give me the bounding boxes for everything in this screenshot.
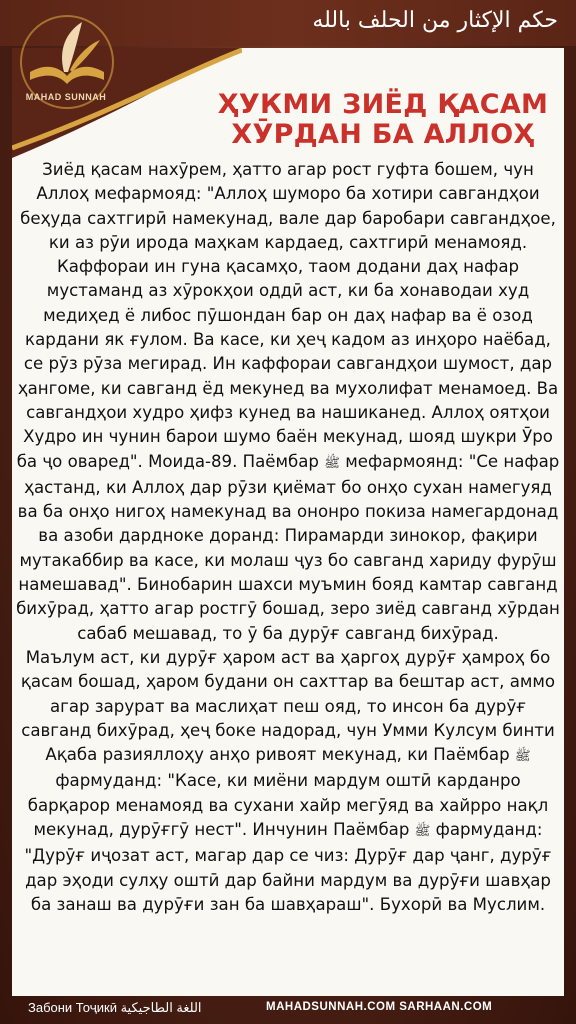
paragraph-2-part-c: фармуданд: "Дурӯғ иҷозат аст, магар дар се чиз: Дурӯғ дар ҷанг, дурӯғ дар эҳоди сулҳу оштӣ дар байни мардум ва дурӯғи шавҳар ба занаш ва дурӯғи зан ба шавҳараш". Бухорӣ ва Муслим. — [24, 820, 552, 914]
paragraph-1-part-b: мефармоянд: "Се нафар ҳастанд, ки Аллоҳ дар рӯзи қиёмат бо онҳо сухан намегуяд ва ба онҳо нигоҳ намекунад ва ононро покиза намегардонад ва азоби дардноке доранд: Пирамарди зинокор, фақири мутакаббир ва касе, ки молаш ҷуз бо савганд хариду фурӯш намешавад". Бинобарин шахси муъмин бояд камтар савганд бихӯрад, ҳатто агар ростгӯ бошад, зеро зиёд савганд хӯрдан сабаб мешавад, то ӯ ба дурӯғ савганд бихӯрад. — [16, 451, 560, 643]
salawat-seal-icon: ﷺ — [514, 749, 531, 765]
language-label: Забони Тоҷикӣ — [28, 1000, 117, 1015]
logo-text: MAHAD SUNNAH — [25, 92, 107, 102]
paragraph-2-part-b: фармуданд: "Касе, ки миёни мардум оштӣ карданро барқарор менамояд ва сухани хайр мегӯяд ва хайрро нақл мекунад, дурӯғгӯ нест". Инчунин Паёмбар — [27, 771, 549, 840]
title-line-2: ХӮРДАН БА АЛЛОҲ — [231, 119, 535, 150]
book-quill-logo — [8, 10, 126, 120]
paragraph-2-part-a: Маълум аст, ки дурӯғ ҳаром аст ва ҳаргоҳ дурӯғ ҳамроҳ бо қасам бошад, ҳаром будани он сахттар ва бештар аст, аммо агар зарурат ва маслиҳат пеш ояд, то инсон ба дурӯғ савганд бихӯрад, ҳеҷ боке надорад, чун Умми Кулсум бинти Ақаба разияллоҳу анҳо ривоят мекунад, ки Паёмбар — [20, 647, 556, 765]
footer-websites[interactable]: MAHADSUNNAH.COM SARHAAN.COM — [266, 1001, 493, 1013]
language-label-arabic: اللغة الطاجيكية — [120, 1000, 202, 1015]
arabic-title: حكم الإكثار من الحلف بالله — [312, 8, 558, 33]
footer-language — [28, 1000, 202, 1016]
paragraph-1 — [16, 158, 560, 646]
page-title — [190, 90, 576, 150]
salawat-seal-icon: ﷺ — [324, 455, 340, 471]
article-body — [16, 158, 560, 917]
paragraph-1-part-a: Зиёд қасам нахӯрем, ҳатто агар рост гуфта бошем, чун Аллоҳ мефармояд: "Аллоҳ шуморо ба хотири савгандҳои беҳуда сахтгирӣ намекунад, вале дар баробари савгандҳое, ки аз рӯи ирода маҳкам кардаед, сахтгирӣ менамояд. Каффораи ин гуна қасамҳо, таом додани даҳ нафар мустаманд аз хӯрокҳои оддӣ аст, ки ба хонаводаи худ медиҳед ё либос пӯшондан бар он даҳ нафар ва ё озод кардани як ғулом. Ва касе, ки ҳеҷ кадом аз инҳоро наёбад, се рӯз рӯза мегирад. Ин каффораи савгандҳои шумост, дар ҳангоме, ки савганд ёд мекунед ва мухолифат менамоед. Ва савгандҳои худро ҳифз кунед ва нашиканед. Аллоҳ оятҳои Худро ин чунин барои шумо баён мекунад, шояд шукри Ӯро ба ҷо оваред". Моида-89. Паёмбар — [16, 160, 559, 471]
title-line-1: ҲУКМИ ЗИЁД ҚАСАМ — [217, 89, 549, 120]
salawat-seal-icon: ﷺ — [414, 824, 431, 840]
paragraph-2 — [16, 646, 560, 917]
footer — [0, 996, 576, 1024]
